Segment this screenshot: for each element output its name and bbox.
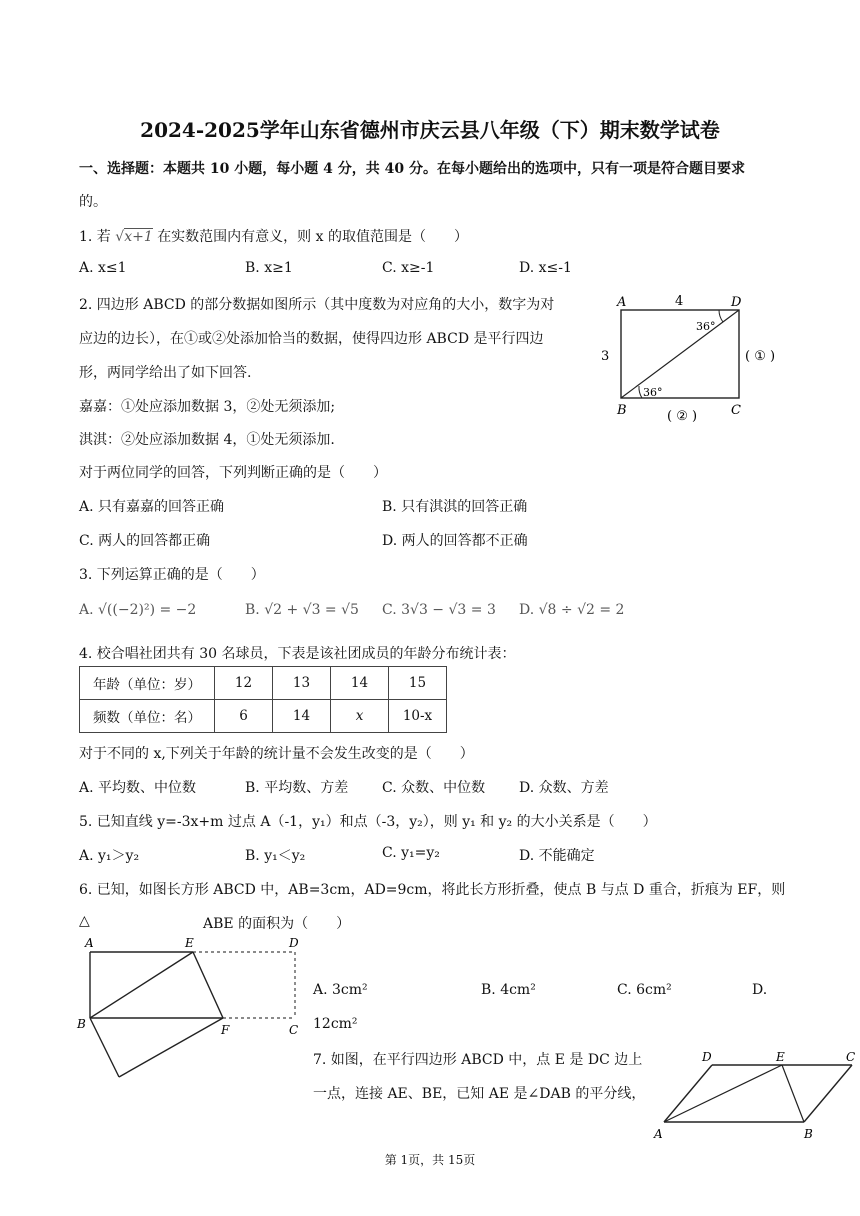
q1-suffix: 在实数范围内有意义，则 x 的取值范围是（ ）: [157, 229, 468, 245]
q1-option-a: A. x≤1: [79, 260, 127, 276]
table-cell: 年龄（单位：岁）: [80, 667, 215, 700]
q1-option-d: D. x≤-1: [519, 260, 572, 276]
q2-label-b: B: [617, 403, 627, 418]
q2-line-3: 形，两同学给出了如下回答.: [79, 365, 252, 381]
q4-option-a: A. 平均数、中位数: [79, 780, 197, 796]
q1-radical: [115, 229, 152, 245]
q2-option-b: B. 只有淇淇的回答正确: [382, 499, 528, 515]
q6-stem: 6. 已知，如图长方形 ABCD 中，AB=3cm，AD=9cm，将此长方形折叠，使点 B 与点 D 重合，折痕为 EF，则: [79, 882, 786, 898]
q2-line-1: 2. 四边形 ABCD 的部分数据如图所示（其中度数为对应角的大小，数字为对: [79, 297, 555, 313]
q6-edge-ef: [193, 952, 223, 1018]
q6-label-c: C: [289, 1023, 299, 1037]
q3-option-d: D. √8 ÷ √2 = 2: [519, 602, 625, 618]
q6-label-f: F: [221, 1023, 230, 1037]
q2-line-5: 淇淇：②处应添加数据 4，①处无须添加.: [79, 432, 335, 448]
q6-triangle-symbol: △: [79, 913, 90, 929]
q7-label-a: A: [654, 1127, 663, 1141]
q6-fold-1: [90, 1018, 119, 1077]
q7-label-c: C: [846, 1050, 856, 1064]
q1-option-c: C. x≥-1: [382, 260, 435, 276]
q2-line-6: 对于两位同学的回答，下列判断正确的是（ ）: [79, 465, 387, 481]
table-cell: 15: [389, 667, 447, 700]
q3-option-b: B. √2 + √3 = √5: [245, 602, 359, 618]
q7-edge-bc: [804, 1065, 852, 1122]
q2-angle-arc-b: [639, 386, 642, 398]
q1-stem: [79, 226, 468, 246]
table-cell: 14: [273, 700, 331, 733]
q6-edge-be: [90, 952, 193, 1018]
q2-diagonal: [621, 310, 739, 398]
q2-label-left: 3: [601, 349, 610, 364]
q6-label-e: E: [185, 936, 194, 950]
q7-figure: [650, 1046, 860, 1144]
q2-mark-2: ( ② ): [667, 409, 698, 424]
q7-label-d: D: [702, 1050, 712, 1064]
q1-radicand: x+1: [124, 229, 153, 245]
q3-stem: 3. 下列运算正确的是（ ）: [79, 567, 265, 583]
q7-label-b: B: [804, 1127, 813, 1141]
q2-line-4: 嘉嘉：①处应添加数据 3，②处无须添加;: [79, 399, 336, 415]
table-row: [80, 700, 447, 733]
table-cell: 12: [215, 667, 273, 700]
q7-edge-ad: [664, 1065, 712, 1122]
table-cell: 14: [331, 667, 389, 700]
q2-label-c: C: [731, 403, 741, 418]
q6-option-d: D.: [752, 982, 768, 998]
table-row: [80, 667, 447, 700]
q4-option-b: B. 平均数、方差: [245, 780, 349, 796]
q6-label-b: B: [77, 1017, 86, 1031]
q2-angle-d: 36°: [696, 320, 716, 333]
page-footer: 第 1页，共 15页: [384, 1153, 476, 1167]
sqrt-icon: √: [115, 229, 125, 245]
q1-option-b: B. x≥1: [245, 260, 293, 276]
q7-label-e: E: [776, 1050, 785, 1064]
q7-line-1: 7. 如图，在平行四边形 ABCD 中，点 E 是 DC 边上: [313, 1052, 643, 1068]
table-cell: 频数（单位：名）: [80, 700, 215, 733]
q6-option-c: C. 6cm²: [617, 982, 672, 998]
q3-option-a: A. √((−2)²) = −2: [79, 602, 197, 618]
q4-stat-table: [79, 666, 447, 733]
table-cell: 6: [215, 700, 273, 733]
q4-option-d: D. 众数、方差: [519, 780, 609, 796]
q7-segment-ae: [664, 1065, 782, 1122]
q5-option-d: D. 不能确定: [519, 848, 595, 864]
q4-stem: 4. 校合唱社团共有 30 名球员，下表是该社团成员的年龄分布统计表：: [79, 646, 516, 662]
q6-label-d: D: [289, 936, 299, 950]
q4-follow: 对于不同的 x,下列关于年龄的统计量不会发生改变的是（ ）: [79, 746, 474, 762]
q3-option-c: C. 3√3 − √3 = 3: [382, 602, 496, 618]
q7-line-2: 一点，连接 AE、BE，已知 AE 是∠DAB 的平分线，: [313, 1086, 646, 1102]
q6-stem-2: ABE 的面积为（ ）: [203, 916, 351, 932]
q6-option-a: A. 3cm²: [313, 982, 368, 998]
q2-label-a: A: [617, 295, 627, 310]
q2-label-top: 4: [675, 294, 684, 309]
q5-stem: 5. 已知直线 y=-3x+m 过点 A（-1，y₁）和点（-3，y₂），则 y₁ 和 y₂ 的大小关系是（ ）: [79, 814, 657, 830]
q2-option-c: C. 两人的回答都正确: [79, 533, 211, 549]
q2-angle-b: 36°: [643, 386, 663, 399]
table-cell: x: [331, 700, 389, 733]
section-header: 一、选择题：本题共 10 小题，每小题 4 分，共 40 分。在每小题给出的选项中，只有一项是符合题目要求: [79, 161, 745, 177]
q5-option-a: A. y₁＞y₂: [79, 848, 140, 864]
page-title: 2024-2025学年山东省德州市庆云县八年级（下）期末数学试卷: [140, 118, 720, 142]
table-cell: 13: [273, 667, 331, 700]
q1-prefix: 1. 若: [79, 229, 111, 245]
q2-angle-arc-d: [719, 310, 723, 322]
q2-option-a: A. 只有嘉嘉的回答正确: [79, 499, 225, 515]
q2-line-2: 应边的边长），在①或②处添加恰当的数据，使得四边形 ABCD 是平行四边: [79, 331, 544, 347]
q7-segment-be: [782, 1065, 804, 1122]
q6-figure: [75, 932, 305, 1082]
q5-option-c: C. y₁=y₂: [382, 845, 440, 861]
q2-mark-1: ( ① ): [745, 349, 776, 364]
q6-option-b: B. 4cm²: [481, 982, 536, 998]
q2-label-d: D: [731, 295, 742, 310]
q4-option-c: C. 众数、中位数: [382, 780, 486, 796]
table-cell: 10-x: [389, 700, 447, 733]
q2-figure: [595, 290, 790, 425]
q2-option-d: D. 两人的回答都不正确: [382, 533, 528, 549]
q6-label-a: A: [85, 936, 94, 950]
q5-option-b: B. y₁＜y₂: [245, 848, 306, 864]
section-header-cont: 的。: [79, 194, 107, 210]
q6-fold-2: [119, 1018, 223, 1077]
q6-option-d-value: 12cm²: [313, 1016, 358, 1032]
